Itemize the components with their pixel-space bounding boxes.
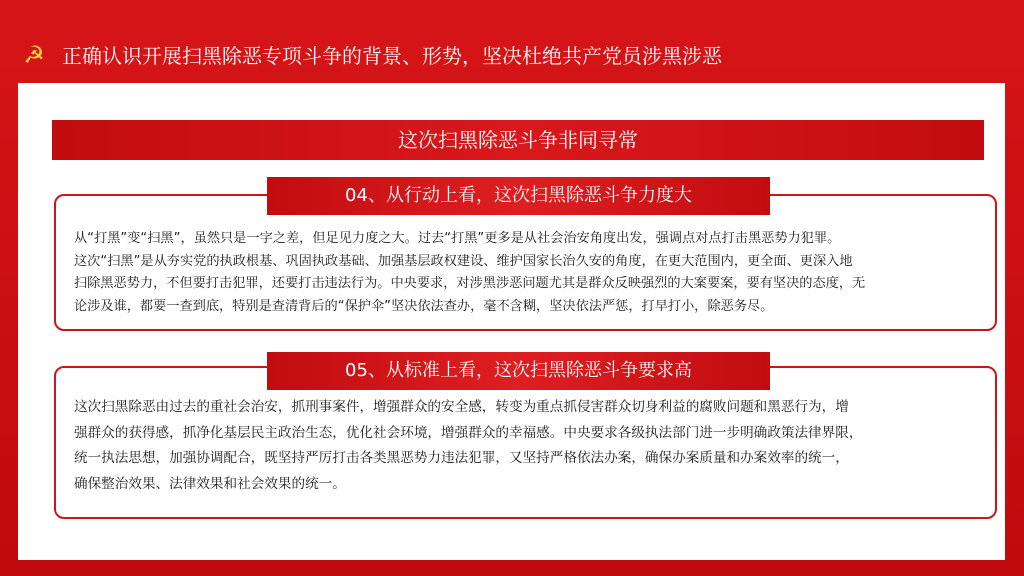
section-banner: 这次扫黑除恶斗争非同寻常 [52, 120, 984, 160]
body-line: 这次扫黑除恶由过去的重社会治安，抓刑事案件，增强群众的安全感，转变为重点抓侵害群众切身利益的腐败问题和黑恶行为，增 [74, 399, 849, 415]
body-line: 统一执法思想，加强协调配合，既坚持严厉打击各类黑恶势力违法犯罪，又坚持严格依法办案，确保办案质量和办案效率的统一， [74, 450, 849, 466]
body-line: 论涉及谁，都要一查到底，特别是查清背后的“保护伞”坚决依法查办，毫不含糊，坚决依法严惩，打早打小，除恶务尽。 [74, 298, 774, 314]
body-line: 扫除黑恶势力，不但要打击犯罪，还要打击违法行为。中央要求，对涉黑涉恶问题尤其是群众反映强烈的大案要案，要有坚决的态度，无 [74, 276, 866, 291]
body-line: 从“打黑”变“扫黑”，虽然只是一字之差，但足见力度之大。过去“打黑”更多是从社会治安角度出发，强调点对点打击黑恶势力犯罪。 [74, 231, 841, 246]
body-line: 强群众的获得感，抓净化基层民主政治生态，优化社会环境，增强群众的幸福感。中央要求各级执法部门进一步明确政策法律界限， [74, 424, 863, 441]
section-heading-05: 05、从标准上看，这次扫黑除恶斗争要求高 [267, 352, 770, 390]
section-body-04 [74, 228, 865, 318]
body-line: 这次“扫黑”是从夯实党的执政根基、巩固执政基础、加强基层政权建设、维护国家长治久安的角度，在更大范围内，更全面、更深入地 [74, 253, 853, 269]
section-heading-04: 04、从行动上看，这次扫黑除恶斗争力度大 [267, 177, 770, 215]
body-line: 确保整治效果、法律效果和社会效果的统一。 [74, 475, 346, 492]
page-title: 正确认识开展扫黑除恶专项斗争的背景、形势，坚决杜绝共产党员涉黑涉恶 [62, 44, 722, 68]
header [0, 0, 1024, 82]
section-body-05 [74, 395, 862, 497]
hammer-sickle-icon: ☭ [23, 41, 45, 69]
